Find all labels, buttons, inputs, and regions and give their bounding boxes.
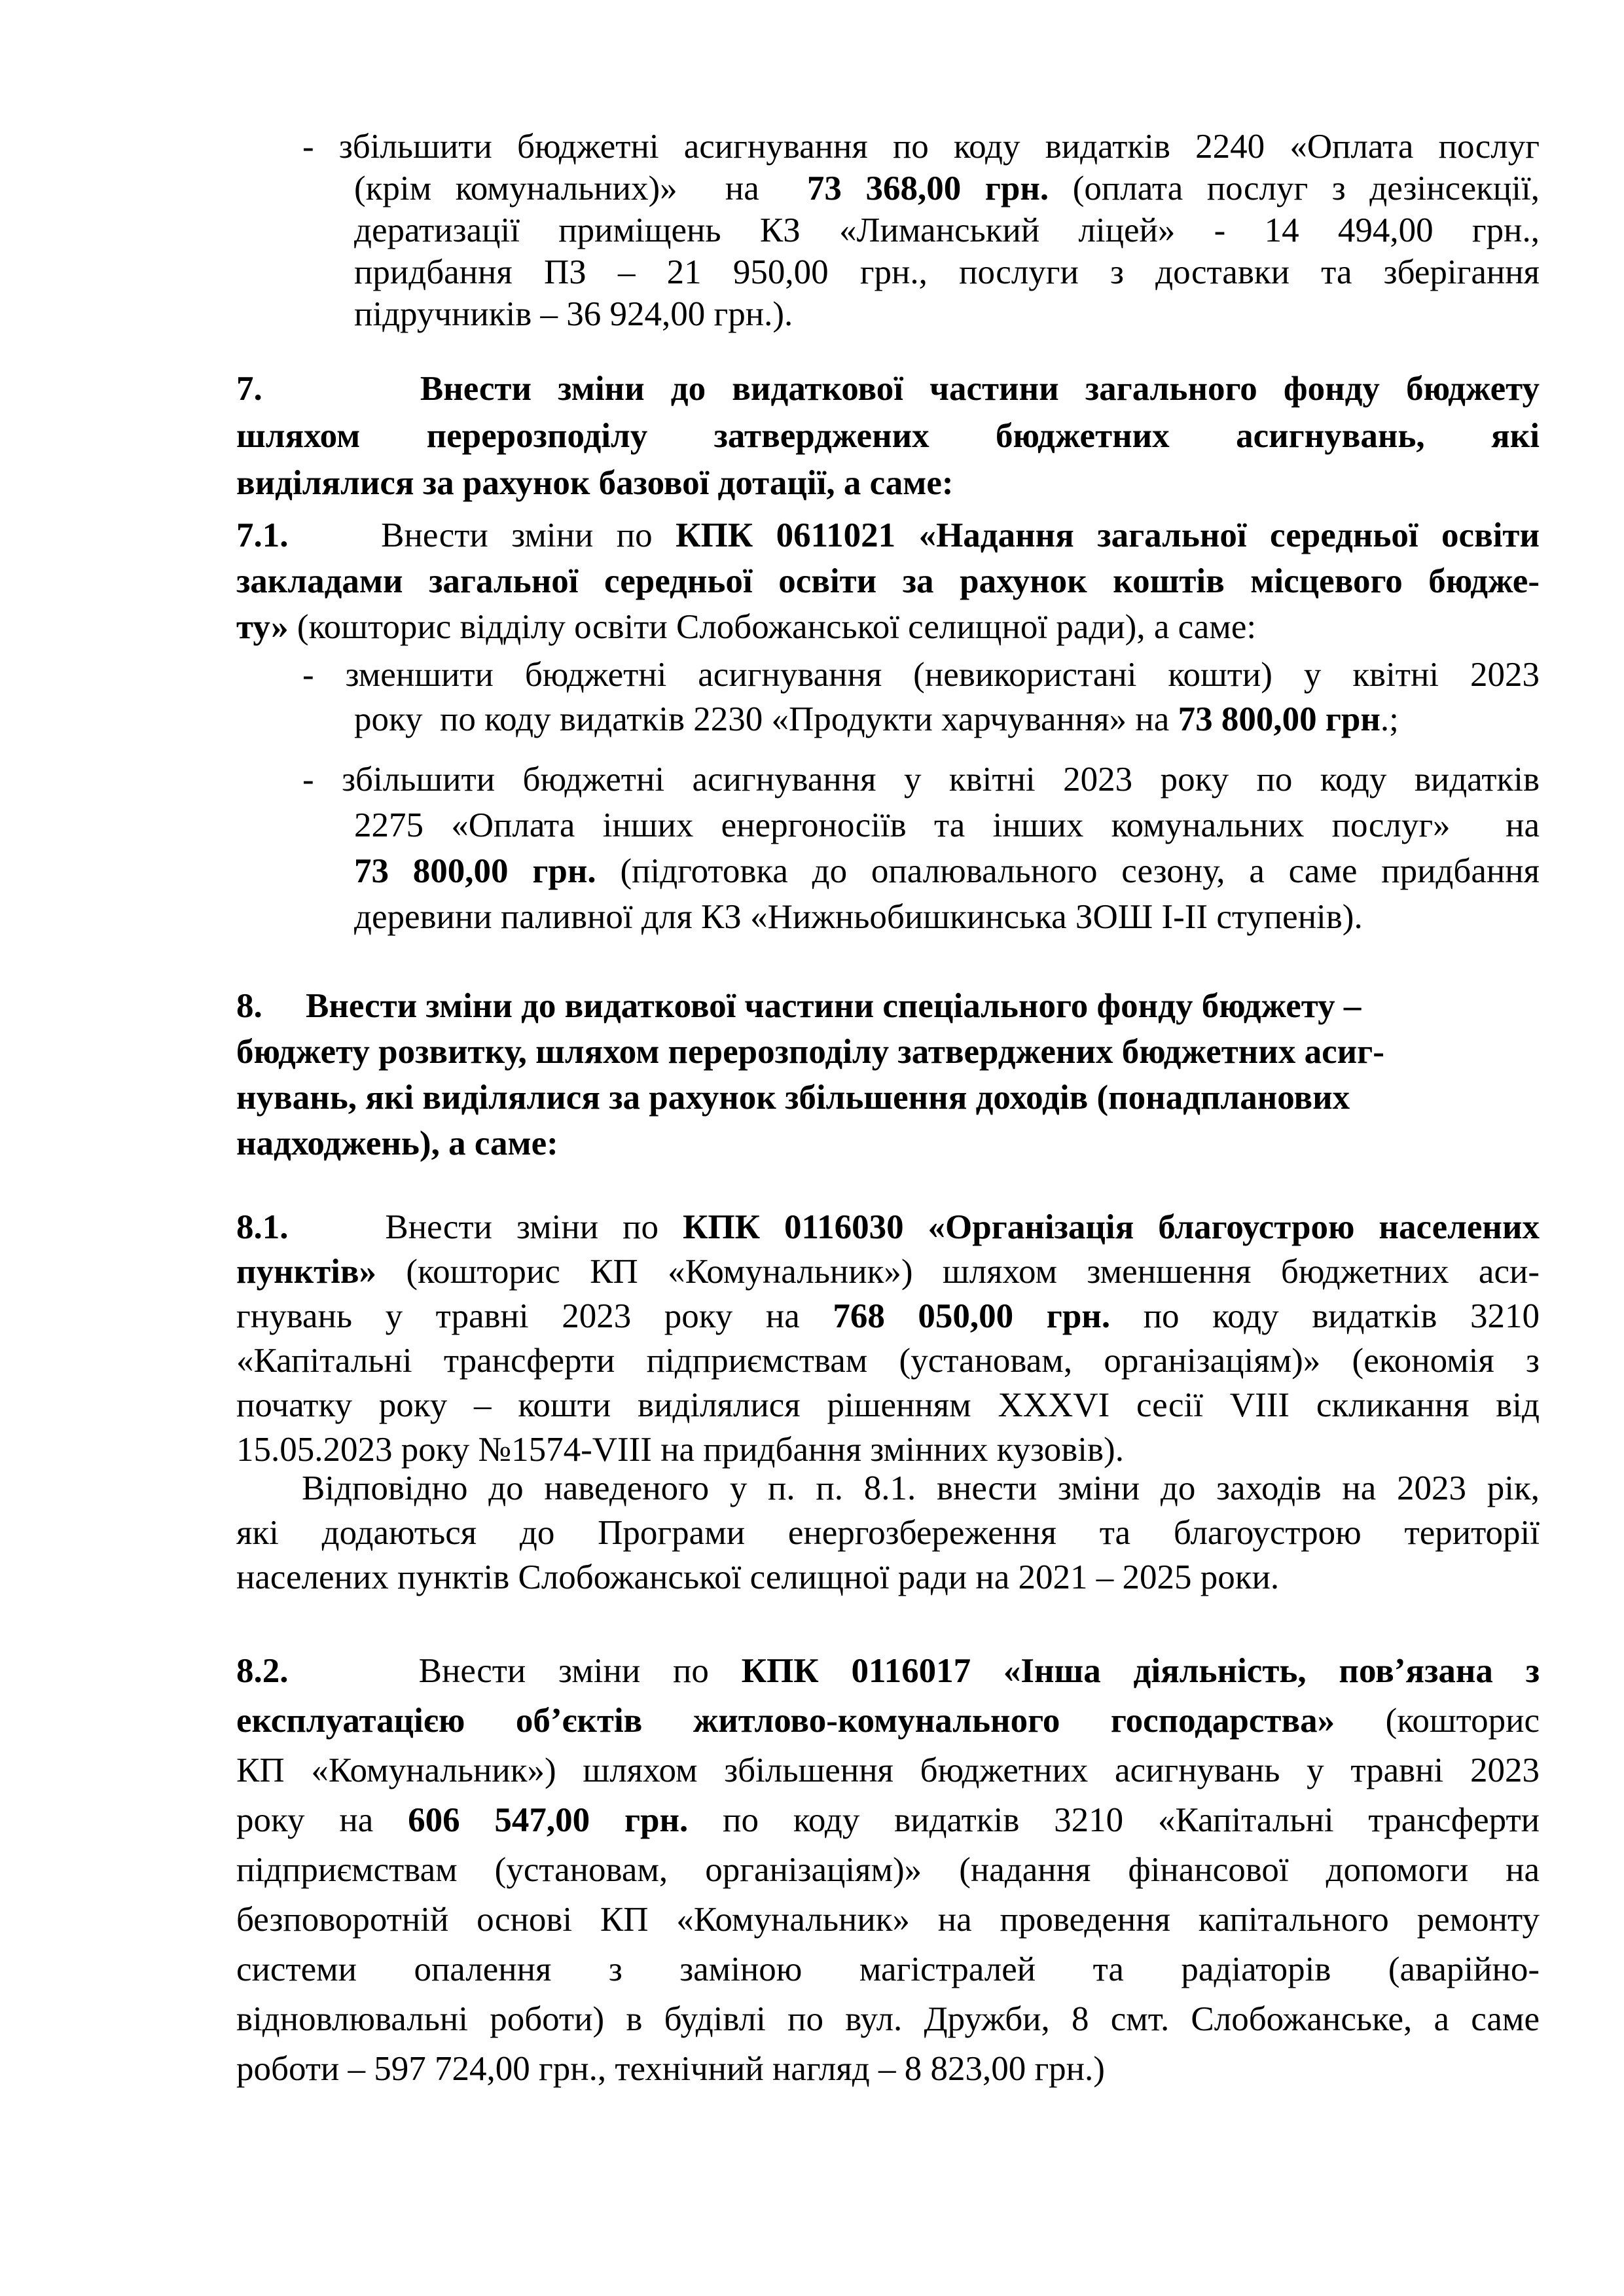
text: деревини паливної для КЗ «Нижньобишкинська ЗОШ І-ІІ ступенів). xyxy=(354,898,1363,936)
text-line xyxy=(236,1205,1540,1249)
text-line xyxy=(236,459,1540,507)
text-line xyxy=(236,293,1540,335)
text-line xyxy=(236,1338,1540,1383)
text: відновлювальні роботи) в будівлі по вул. Дружби, 8 смт. Слобожанське, а саме xyxy=(236,2000,1540,2038)
text: дератизації приміщень КЗ «Лиманський ліцей» - 14 494,00 грн., xyxy=(354,211,1540,249)
bold-text: бюджету розвитку, шляхом перерозподілу затверджених бюджетних асиг- xyxy=(236,1033,1384,1071)
text: (кошторис КП «Комунальник») шляхом зменшення бюджетних аси- xyxy=(376,1253,1540,1291)
text: гнувань у травні 2023 року на xyxy=(236,1297,833,1335)
section-8-heading xyxy=(236,983,1540,1166)
text: системи опалення з заміною магістралей та радіаторів (аварійно- xyxy=(236,1950,1540,1988)
text-line xyxy=(236,653,1540,697)
text: «Капітальні трансферти підприємствам (установам, організаціям)» (економія з xyxy=(236,1342,1540,1380)
text: по коду видатків 3210 xyxy=(1110,1297,1540,1335)
text: (крім комунальних)» на xyxy=(354,170,807,207)
text: .; xyxy=(1380,700,1399,738)
bold-text: 8.1. xyxy=(236,1208,289,1246)
text: безповоротній основі КП «Комунальник» на проведення капітального ремонту xyxy=(236,1901,1540,1939)
bold-text: 7. Внести зміни до видаткової частини загального фонду бюджету xyxy=(236,370,1540,408)
text: Внести зміни по xyxy=(288,516,676,554)
text-line xyxy=(236,1895,1540,1945)
text-line xyxy=(236,512,1540,558)
text-line xyxy=(236,1746,1540,1795)
text: Внести зміни по xyxy=(288,1208,683,1246)
text-line xyxy=(236,2044,1540,2094)
text: 15.05.2023 року №1574-VIII на придбання змінних кузовів). xyxy=(236,1431,1124,1469)
text: Внести зміни по xyxy=(288,1652,742,1690)
text-line xyxy=(236,848,1540,894)
text-line xyxy=(236,1075,1540,1121)
text-line xyxy=(236,802,1540,848)
text-line xyxy=(236,894,1540,940)
bold-text: 8.2. xyxy=(236,1652,289,1690)
text: (кошторис відділу освіти Слобожанської селищної ради), а саме: xyxy=(288,608,1257,646)
text-line xyxy=(236,983,1540,1029)
text-line xyxy=(236,1466,1540,1511)
text: 2275 «Оплата інших енергоносіїв та інших комунальних послуг» на xyxy=(354,806,1540,844)
text-line xyxy=(236,1795,1540,1845)
text-line xyxy=(236,558,1540,604)
text: початку року – кошти виділялися рішенням XXXVI сесії VIII скликання від xyxy=(236,1386,1540,1424)
text: населених пунктів Слобожанської селищної ради на 2021 – 2025 роки. xyxy=(236,1558,1280,1596)
text: - збільшити бюджетні асигнування по коду видатків 2240 «Оплата послуг xyxy=(302,128,1540,166)
bold-text: 8. Внести зміни до видаткової частини спеціального фонду бюджету – xyxy=(236,987,1362,1025)
expense-increase-2275 xyxy=(236,757,1540,940)
bold-text: КПК 0116030 «Організація благоустрою населених xyxy=(682,1208,1540,1246)
bold-text: КПК 0611021 «Надання загальної середньої освіти xyxy=(676,516,1540,554)
text: роботи – 597 724,00 грн., технічний нагляд – 8 823,00 грн.) xyxy=(236,2050,1105,2088)
text-line xyxy=(236,168,1540,209)
bold-text: шляхом перерозподілу затверджених бюджетних асигнувань, які xyxy=(236,417,1540,455)
text-line xyxy=(236,1294,1540,1338)
text-line xyxy=(236,697,1540,742)
text-line xyxy=(236,604,1540,650)
text: які додаються до Програми енергозбереження та благоустрою території xyxy=(236,1514,1540,1552)
section-7-1 xyxy=(236,512,1540,650)
text: підручників – 36 924,00 грн.). xyxy=(354,295,793,333)
bold-text: пунктів» xyxy=(236,1253,376,1291)
text-line xyxy=(236,209,1540,251)
text-line xyxy=(236,412,1540,459)
section-8-1 xyxy=(236,1205,1540,1472)
text: - збільшити бюджетні асигнування у квітні 2023 року по коду видатків xyxy=(302,761,1540,798)
text-line xyxy=(236,1029,1540,1075)
text-line xyxy=(236,1646,1540,1696)
bold-text: експлуатацією об’єктів житлово-комунального господарства» xyxy=(236,1702,1335,1740)
bold-text: ту» xyxy=(236,608,289,646)
text: (оплата послуг з дезінсекції, xyxy=(1049,170,1540,207)
text: (кошторис xyxy=(1335,1702,1540,1740)
text: придбання ПЗ – 21 950,00 грн., послуги з доставки та зберігання xyxy=(354,253,1540,291)
expense-decrease-2230 xyxy=(236,653,1540,742)
text: по коду видатків 3210 «Капітальні трансферти xyxy=(688,1801,1540,1839)
text: року на xyxy=(236,1801,408,1839)
text: Відповідно до наведеного у п. п. 8.1. внести зміни до заходів на 2023 рік, xyxy=(302,1469,1540,1507)
text-line xyxy=(236,1511,1540,1555)
bold-text: 606 547,00 грн. xyxy=(408,1801,689,1839)
bold-text: КПК 0116017 «Інша діяльність, пов’язана з xyxy=(741,1652,1540,1690)
text-line xyxy=(236,1555,1540,1600)
text: КП «Комунальник») шляхом збільшення бюджетних асигнувань у травні 2023 xyxy=(236,1751,1540,1789)
text-line xyxy=(236,126,1540,168)
text-line xyxy=(236,757,1540,802)
text-line xyxy=(236,1383,1540,1427)
bold-text: 73 800,00 грн xyxy=(1178,700,1380,738)
bold-text: 73 800,00 грн. xyxy=(354,852,596,890)
bold-text: надходжень), а саме: xyxy=(236,1124,558,1162)
text: року по коду видатків 2230 «Продукти харчування» на xyxy=(354,700,1178,738)
text: підприємствам (установам, організаціям)» (надання фінансової допомоги на xyxy=(236,1851,1540,1889)
text-line xyxy=(236,1121,1540,1166)
program-amendment-note xyxy=(236,1466,1540,1600)
bold-text: 7.1. xyxy=(236,516,289,554)
text-line xyxy=(236,1427,1540,1472)
section-8-2 xyxy=(236,1646,1540,2094)
bold-text: виділялися за рахунок базової дотації, а саме: xyxy=(236,464,954,502)
text-line xyxy=(236,1994,1540,2044)
bold-text: закладами загальної середньої освіти за рахунок коштів місцевого бюдже- xyxy=(236,562,1540,600)
text-line xyxy=(236,1845,1540,1895)
expense-increase-2240 xyxy=(236,126,1540,335)
text-line xyxy=(236,1945,1540,1994)
bold-text: 73 368,00 грн. xyxy=(806,170,1049,207)
section-7-heading xyxy=(236,365,1540,507)
text-line xyxy=(236,251,1540,293)
text-line xyxy=(236,1696,1540,1746)
bold-text: нувань, які виділялися за рахунок збільшення доходів (понадпланових xyxy=(236,1079,1350,1117)
text-line xyxy=(236,365,1540,412)
text: (підготовка до опалювального сезону, а саме придбання xyxy=(596,852,1540,890)
text: - зменшити бюджетні асигнування (невикористані кошти) у квітні 2023 xyxy=(302,656,1540,694)
text-line xyxy=(236,1249,1540,1294)
bold-text: 768 050,00 грн. xyxy=(833,1297,1111,1335)
